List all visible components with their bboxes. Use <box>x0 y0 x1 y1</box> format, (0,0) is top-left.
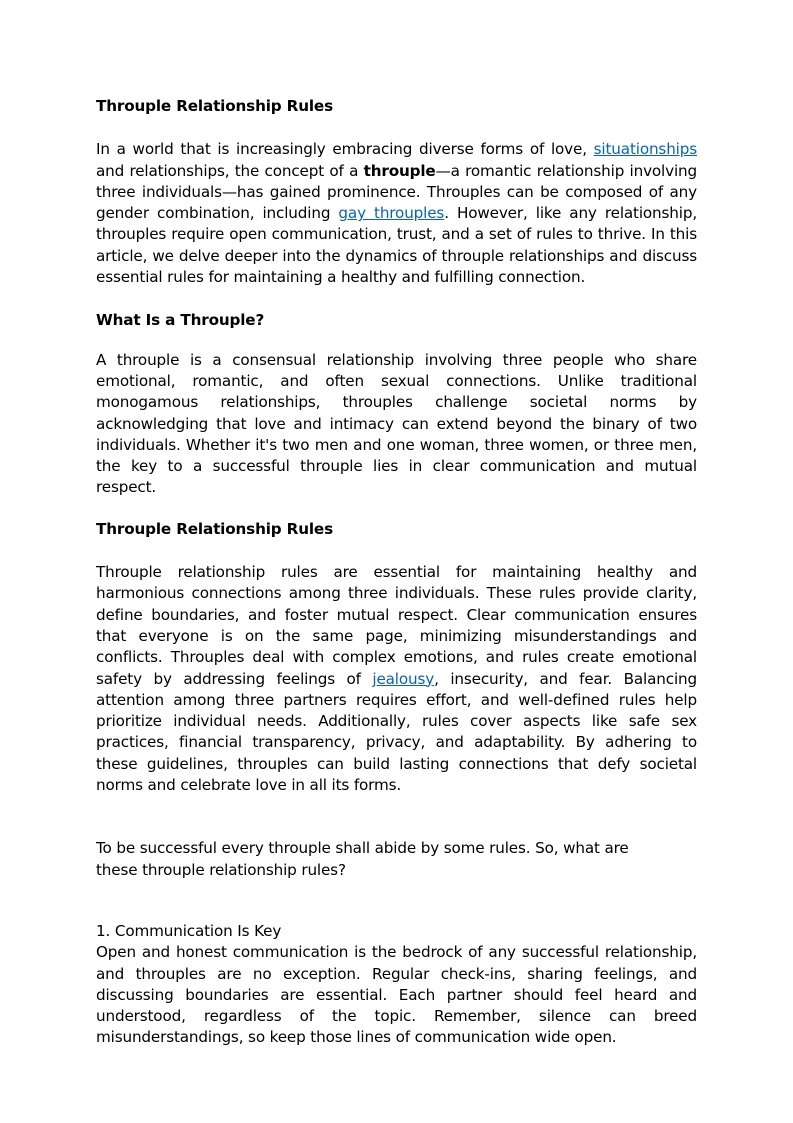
intro-text-2: and relationships, the concept of a <box>96 161 364 180</box>
rules-text-1: Throuple relationship rules are essential for maintaining healthy and harmonious connections among three individuals. These rules provide clarity, define boundaries, and foster mutual respect. Clear communication ensures that everyone is on the same page, minimizing misunderstandings and conflicts. Throuples deal with complex emotions, and rules create emotional safety by addressing feelings of <box>96 563 697 688</box>
spacer <box>96 796 697 838</box>
spacer <box>96 540 697 562</box>
document-page <box>96 96 697 1049</box>
transition-paragraph: To be successful every throuple shall abide by some rules. So, what are these throuple relationship rules? <box>96 839 629 879</box>
spacer <box>96 117 697 139</box>
spacer <box>96 288 697 310</box>
what-is-throuple-paragraph: A throuple is a consensual relationship involving three people who share emotional, romantic, and often sexual connections. Unlike traditional monogamous relationships, throuples challenge societal norms by acknowledging that love and intimacy can extend beyond the binary of two individuals. Whether it's two men and one woman, three women, or three men, the key to a successful throuple lies in clear communication and mutual respect. <box>96 350 697 497</box>
intro-text-3: —a romantic relationship involving three individuals—has gained prominence. Throuples can be composed of any gender combination, including <box>96 161 697 223</box>
intro-paragraph <box>96 139 697 288</box>
rules-paragraph <box>96 562 697 796</box>
rules-text-2: , insecurity, and fear. Balancing attention among three partners requires effort, and well-defined rules help prioritize individual needs. Additionally, rules cover aspects like safe sex practices, financial transparency, privacy, and adaptability. By adhering to these guidelines, throuples can build lasting connections that defy societal norms and celebrate love in all its forms. <box>96 669 697 795</box>
what-is-throuple-heading: What Is a Throuple? <box>96 311 265 330</box>
spacer <box>96 499 697 519</box>
rules-heading: Throuple Relationship Rules <box>96 519 333 538</box>
intro-text-1: In a world that is increasingly embracing diverse forms of love, <box>96 140 594 159</box>
spacer <box>96 332 697 350</box>
intro-text-4: . However, like any relationship, throuples require open communication, trust, and a set of rules to thrive. In this article, we delve deeper into the dynamics of throuple relationships and discuss essential rules for maintaining a healthy and fulfilling connection. <box>96 204 698 287</box>
situationships-link[interactable]: situationships <box>593 140 697 159</box>
gay-throuples-link[interactable]: gay throuples <box>338 204 445 223</box>
jealousy-link[interactable]: jealousy <box>372 669 435 688</box>
spacer <box>96 881 697 921</box>
document-title: Throuple Relationship Rules <box>96 97 333 115</box>
rule-1-heading: 1. Communication Is Key <box>96 921 282 940</box>
rule-1-paragraph: Open and honest communication is the bedrock of any successful relationship, and throuples are no exception. Regular check-ins, sharing feelings, and discussing boundaries are essential. Each partner should feel heard and understood, regardless of the topic. Remember, silence can breed misunderstandings, so keep those lines of communication wide open. <box>96 943 697 1047</box>
throuple-term: throuple <box>363 161 436 180</box>
